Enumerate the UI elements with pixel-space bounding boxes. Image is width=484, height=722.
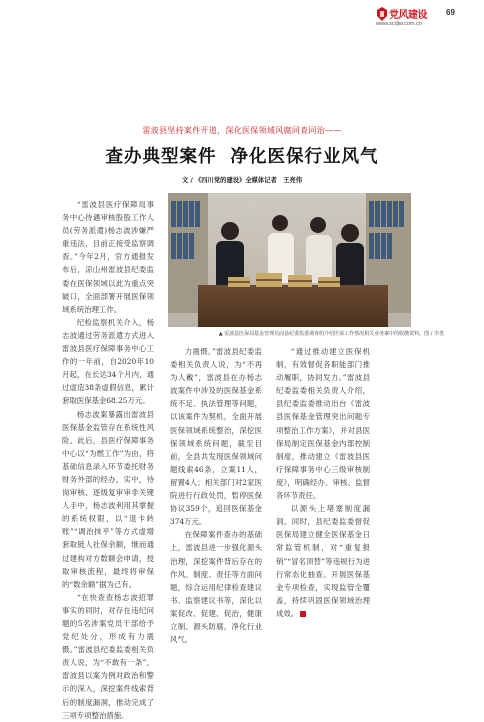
article-column-2	[170, 345, 262, 645]
paragraph: “在快查查杨志波招罪事实的同时，对存在违纪问题的5名涉案党员干部给予党纪处分，形成有力震慑。”雷波县纪委监委相关负责人说，为“不敢有一条”，雷波县以案为例对政治和警示的深入，深挖案件线索背后的制度漏洞，推动完成了三项专项整治措施。	[62, 592, 154, 720]
article-end-mark-icon	[300, 611, 306, 617]
article-byline: 文 / 《四川党的建设》全媒体记者 王亮伟	[181, 177, 303, 184]
logo-text: 党风建设	[389, 10, 427, 21]
article-kicker: 雷波县坚持案件开道，深化医保领域风腐同查同治——	[142, 126, 342, 135]
paragraph: 杨志波案暴露出雷波县医保基金监管存在系统性风险。此后，县医疗保障事务中心以“为燃工作”为由，将基础信息录入环节委托财务财务外部的经办，实中，待岗审核、逐级复审审非关键人手中，杨志波利用其掌握的系统权限，以“退卡转账”“调治抹平”等方式虚增套取链人社保余额，继而通过建构对方数额会申请，授取审核流程，最终将审保的“数余额”据为己有。	[62, 409, 154, 589]
headline-part2: 净化医保行业风气	[230, 147, 379, 167]
party-emblem-icon	[376, 7, 388, 21]
article-headline	[0, 143, 484, 168]
meeting-photo-image	[168, 193, 411, 327]
photo-caption: ▲ 雷波县医保局基金管理员向县纪委监委调查组介绍医保工作情况相关业务案中的收缴资料。图 / 李勇	[218, 331, 444, 337]
paragraph	[276, 502, 370, 620]
paragraph-text: 以源头上堵塞制度漏洞。同时，县纪委监委督促医保局建立健全医保基金日常监管机制，对“重复报销”“冒名顶替”等违规行为进行常态化抽查。开展医保基金专项检查，实现监管全覆盖，持续巩固医保领域治理成效。	[276, 504, 370, 618]
magazine-logo	[376, 6, 428, 30]
page-number: 69	[446, 8, 455, 17]
article-column-3	[276, 345, 370, 620]
paragraph: 纪检监察机关介入，杨志波通过劳务派遣方式进入雷波县医疗保障事务中心工作的一年前，自2020年10月起，在长达34个月内，通过虚造38条虚假信息，累计套取医保基金68.25万元。	[62, 317, 154, 406]
article-column-1	[62, 198, 154, 720]
headline-part1: 查办典型案件	[105, 147, 217, 167]
logo-url: www.scdjw.com.cn	[376, 21, 422, 27]
paragraph: “雷波县医疗保障局事务中心待遇审核股股工作人员(劳务派遣)杨志波涉嫌严重违法，目前正接受监察调查。”今年2月，官方通报发布后，凉山州雷波县纪委监委在医保领域以此为重点突破口，全面部署开展医保领域系统治理工作。	[62, 200, 154, 314]
paragraph: 在保障案件查办的基础上，雷波县进一步强化源头治理，深挖案件背后存在的作风、制度、责任等方面问题，综合运用纪律检查建议书、监察建议书等，深化以案促改、促建、促治，健康立制、源头防腐，净化行业风气。	[170, 530, 262, 645]
paragraph: “通过推动建立医保机制，有效督促各职能部门推动履职，协同发力。”雷波县纪委监委相关负责人介绍，县纪委监委推动出台《雷波县医保基金管理突出问题专项整治工作方案》，并对县医保局制定医保基金内部控制制度，推动建立《雷波县医疗保障事务中心三级审核制度》，明确经办、审核、监督各环节责任。	[276, 347, 370, 501]
paragraph: 力震慑。”雷波县纪委监委相关负责人说，为“不再为人戴”，雷波县在办杨志波案件中涉及的医保基金系统不足、执法管理等问题，以该案件为契机，全面开展医保领域系统整治，深挖医保领域系统问题，截至目前，全县共发现医保领域问题线索46条，立案11人，留置4人；相关部门对2家医院进行行政处罚，暂停医保协议359个，追回医保基金374万元。	[170, 347, 262, 527]
article-photo	[168, 193, 411, 327]
